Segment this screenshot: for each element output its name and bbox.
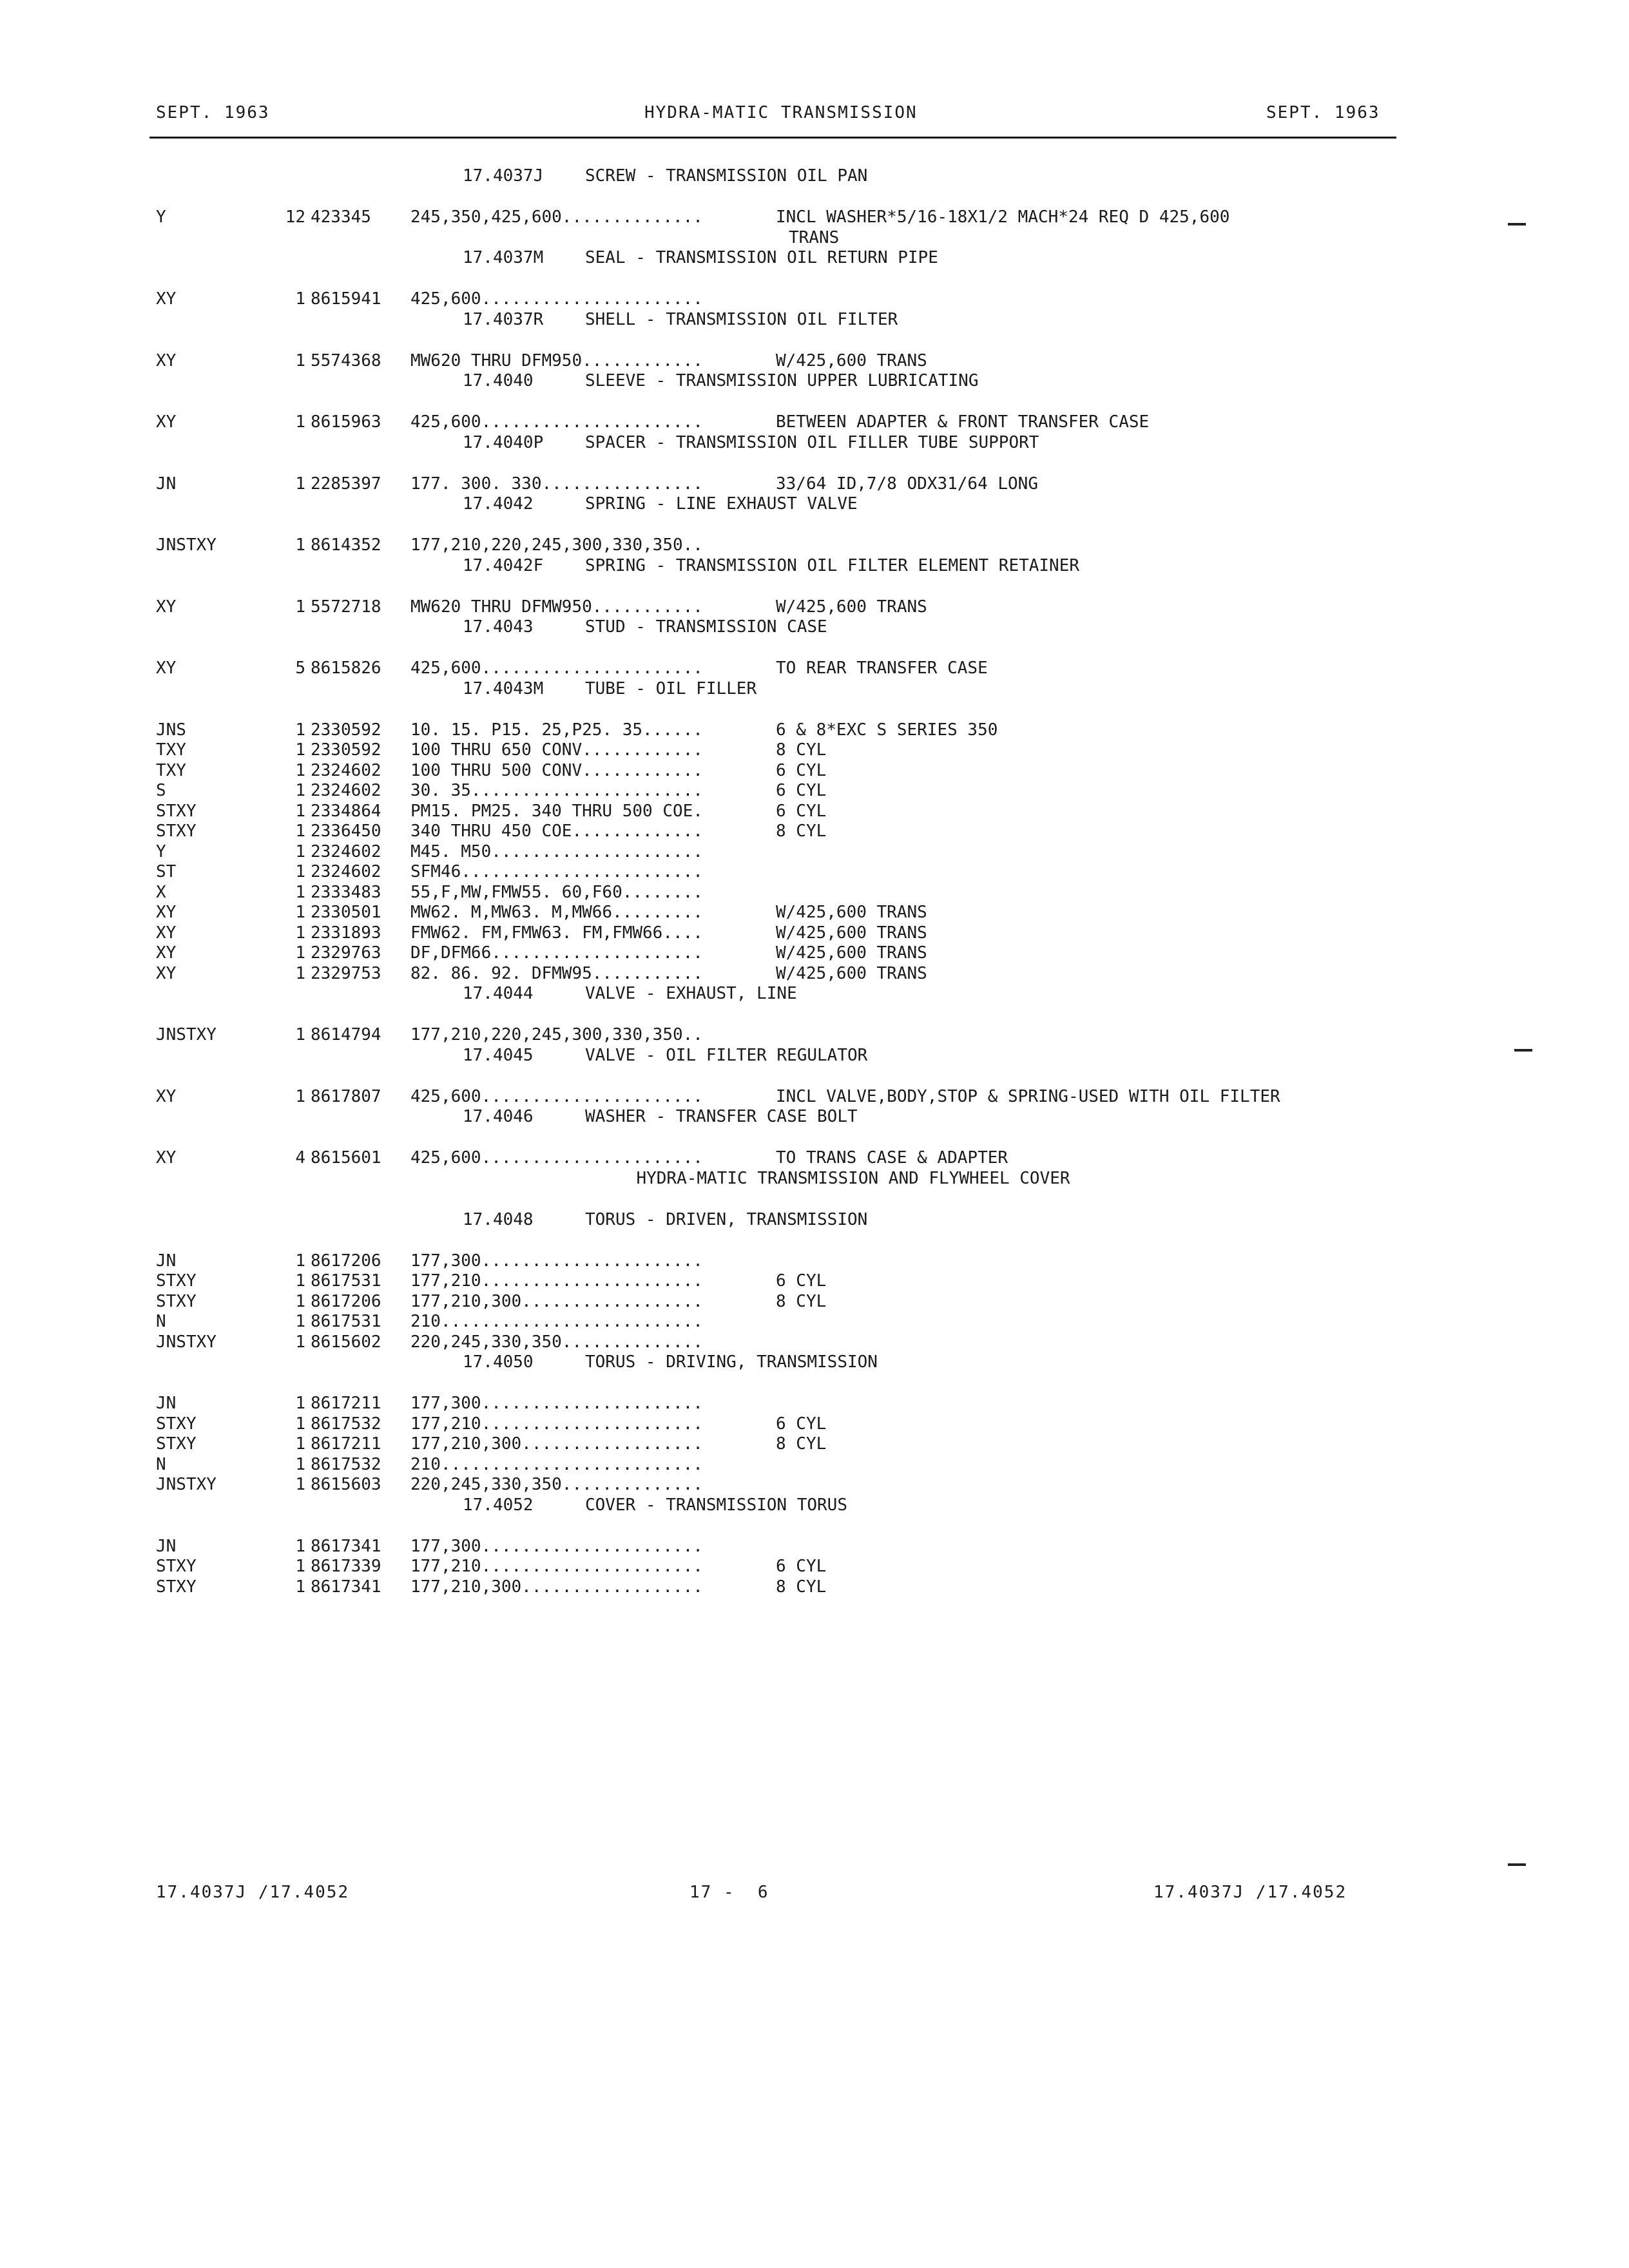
section-heading — [0, 310, 1629, 351]
part-number: 8614794 — [311, 1025, 381, 1044]
part-number: 8617206 — [311, 1291, 381, 1311]
remarks: 6 CYL — [776, 781, 827, 800]
model-codes: JN — [156, 1251, 177, 1271]
part-number: 2333483 — [311, 882, 381, 902]
part-number: 2331893 — [311, 923, 381, 943]
section-number: 17.4043 — [463, 617, 534, 637]
model-codes: TXY — [156, 740, 186, 760]
header-date-right: SEPT. 1963 — [1266, 103, 1380, 122]
model-codes: JN — [156, 1394, 177, 1413]
remarks: 6 CYL — [776, 1557, 827, 1576]
section-heading — [0, 248, 1629, 289]
remarks-continued: TRANS — [789, 227, 840, 247]
part-number: 8615963 — [311, 412, 381, 432]
application: 425,600...................... — [410, 289, 703, 309]
quantity: 1 — [295, 1454, 305, 1474]
remarks: 6 CYL — [776, 1414, 827, 1434]
quantity: 1 — [295, 1475, 305, 1494]
section-title-line — [0, 1169, 1629, 1189]
part-row — [0, 289, 1629, 310]
section-title-line — [463, 617, 827, 638]
section-heading — [0, 1495, 1629, 1537]
quantity: 1 — [295, 1291, 305, 1311]
section-heading — [0, 166, 1629, 207]
remarks: TO REAR TRANSFER CASE — [776, 658, 988, 678]
application: 177,300...................... — [410, 1394, 703, 1413]
application: 340 THRU 450 COE............. — [410, 822, 703, 841]
part-number: 8614352 — [311, 535, 381, 555]
header-title: HYDRA-MATIC TRANSMISSION — [644, 103, 918, 122]
remarks: INCL VALVE,BODY,STOP & SPRING-USED WITH OIL FILTER — [776, 1086, 1280, 1106]
section-heading — [0, 1169, 1629, 1210]
section-heading — [0, 1107, 1629, 1148]
quantity: 1 — [295, 1251, 305, 1271]
section-number: 17.4037R — [463, 309, 544, 329]
section-number: 17.4052 — [463, 1495, 534, 1515]
quantity: 1 — [295, 781, 305, 800]
margin-mark — [1508, 1863, 1526, 1866]
model-codes: STXY — [156, 1271, 197, 1291]
application: 425,600...................... — [410, 412, 703, 432]
application: 177. 300. 330................ — [410, 474, 703, 494]
part-row — [0, 1414, 1629, 1435]
application: 245,350,425,600.............. — [410, 207, 703, 227]
part-row — [0, 1557, 1629, 1577]
remarks: W/425,600 TRANS — [776, 963, 927, 983]
model-codes: STXY — [156, 1557, 197, 1576]
remarks: TO TRANS CASE & ADAPTER — [776, 1148, 1008, 1168]
section-number: 17.4042 — [463, 494, 534, 514]
model-codes: JNSTXY — [156, 1025, 217, 1044]
application: 177,210,220,245,300,330,350.. — [410, 535, 703, 555]
part-number: 2329753 — [311, 963, 381, 983]
model-codes: XY — [156, 597, 177, 617]
section-title: SEAL - TRANSMISSION OIL RETURN PIPE — [585, 248, 938, 267]
quantity: 1 — [295, 474, 305, 494]
section-number: 17.4042F — [463, 555, 544, 575]
quantity: 12 — [285, 207, 305, 227]
part-row — [0, 964, 1629, 985]
application: 425,600...................... — [410, 1148, 703, 1168]
part-row — [0, 1332, 1629, 1353]
application: 55,F,MW,FMW55. 60,F60........ — [410, 882, 703, 902]
quantity: 1 — [295, 720, 305, 740]
section-title: HYDRA-MATIC TRANSMISSION AND FLYWHEEL COVER — [636, 1168, 1070, 1188]
section-title-line — [463, 248, 938, 269]
remarks: 8 CYL — [776, 1291, 827, 1311]
remarks: 6 CYL — [776, 1271, 827, 1291]
part-number: 8617532 — [311, 1414, 381, 1434]
section-number: 17.4037M — [463, 248, 544, 267]
part-number: 2285397 — [311, 474, 381, 494]
part-number: 2324602 — [311, 760, 381, 780]
quantity: 1 — [295, 1577, 305, 1597]
quantity: 4 — [295, 1148, 305, 1168]
section-heading — [0, 556, 1629, 597]
section-title: TUBE - OIL FILLER — [585, 678, 757, 698]
part-row — [0, 1394, 1629, 1414]
model-codes: XY — [156, 289, 177, 309]
model-codes: STXY — [156, 801, 197, 821]
quantity: 1 — [295, 1025, 305, 1044]
application: 177,210,300.................. — [410, 1434, 703, 1454]
part-row — [0, 923, 1629, 944]
part-row — [0, 1312, 1629, 1332]
quantity: 1 — [295, 1394, 305, 1413]
remarks: W/425,600 TRANS — [776, 351, 927, 370]
section-title: TORUS - DRIVING, TRANSMISSION — [585, 1352, 878, 1372]
part-row — [0, 1148, 1629, 1169]
application: M45. M50..................... — [410, 841, 703, 861]
part-number: 2324602 — [311, 841, 381, 861]
quantity: 1 — [295, 1332, 305, 1352]
part-row — [0, 802, 1629, 822]
part-number: 8615601 — [311, 1148, 381, 1168]
part-number: 2324602 — [311, 781, 381, 800]
part-row — [0, 597, 1629, 618]
part-row — [0, 1087, 1629, 1108]
section-number: 17.4040P — [463, 432, 544, 452]
remarks: W/425,600 TRANS — [776, 903, 927, 922]
part-number: 2336450 — [311, 822, 381, 841]
model-codes: Y — [156, 207, 166, 227]
application: 210.......................... — [410, 1312, 703, 1331]
part-number: 2324602 — [311, 862, 381, 881]
application: MW62. M,MW63. M,MW66......... — [410, 903, 703, 922]
part-row — [0, 720, 1629, 741]
section-title-line — [463, 166, 867, 187]
model-codes: XY — [156, 658, 177, 678]
quantity: 1 — [295, 289, 305, 309]
part-number: 8617531 — [311, 1312, 381, 1331]
section-heading — [0, 617, 1629, 658]
model-codes: XY — [156, 943, 177, 963]
quantity: 1 — [295, 412, 305, 432]
application: 220,245,330,350.............. — [410, 1475, 703, 1494]
quantity: 1 — [295, 963, 305, 983]
section-number: 17.4050 — [463, 1352, 534, 1372]
remarks: W/425,600 TRANS — [776, 923, 927, 943]
model-codes: STXY — [156, 1291, 197, 1311]
application: 425,600...................... — [410, 658, 703, 678]
quantity: 1 — [295, 801, 305, 821]
section-number: 17.4045 — [463, 1045, 534, 1065]
application: 210.......................... — [410, 1454, 703, 1474]
application: 100 THRU 500 CONV............ — [410, 760, 703, 780]
model-codes: STXY — [156, 822, 197, 841]
part-number: 8615941 — [311, 289, 381, 309]
part-number: 8615826 — [311, 658, 381, 678]
quantity: 1 — [295, 597, 305, 617]
remarks: 8 CYL — [776, 822, 827, 841]
quantity: 1 — [295, 351, 305, 370]
section-title: SPACER - TRANSMISSION OIL FILLER TUBE SUPPORT — [585, 432, 1039, 452]
part-row — [0, 1455, 1629, 1475]
quantity: 1 — [295, 1536, 305, 1556]
part-number: 423345 — [311, 207, 371, 227]
part-number: 2329763 — [311, 943, 381, 963]
application: 177,210...................... — [410, 1557, 703, 1576]
section-title: WASHER - TRANSFER CASE BOLT — [585, 1107, 858, 1126]
part-number: 8617531 — [311, 1271, 381, 1291]
application: 10. 15. P15. 25,P25. 35...... — [410, 720, 703, 740]
margin-mark — [1514, 1049, 1532, 1052]
part-number: 8617341 — [311, 1536, 381, 1556]
model-codes: JN — [156, 474, 177, 494]
part-row — [0, 207, 1629, 248]
application: 100 THRU 650 CONV............ — [410, 740, 703, 760]
model-codes: XY — [156, 963, 177, 983]
section-title: SHELL - TRANSMISSION OIL FILTER — [585, 309, 898, 329]
section-heading — [0, 1352, 1629, 1394]
section-title-line — [463, 1352, 878, 1373]
model-codes: JN — [156, 1536, 177, 1556]
remarks: 8 CYL — [776, 1577, 827, 1597]
application: PM15. PM25. 340 THRU 500 COE. — [410, 801, 703, 821]
remarks: 6 CYL — [776, 760, 827, 780]
application: MW620 THRU DFM950............ — [410, 351, 703, 370]
part-number: 8615602 — [311, 1332, 381, 1352]
section-title: STUD - TRANSMISSION CASE — [585, 617, 827, 637]
quantity: 1 — [295, 1434, 305, 1454]
application: 30. 35....................... — [410, 781, 703, 800]
section-heading — [0, 371, 1629, 412]
part-number: 8617532 — [311, 1454, 381, 1474]
model-codes: JNS — [156, 720, 186, 740]
part-row — [0, 1025, 1629, 1046]
application: 220,245,330,350.............. — [410, 1332, 703, 1352]
section-title: SCREW - TRANSMISSION OIL PAN — [585, 166, 868, 186]
section-title: SLEEVE - TRANSMISSION UPPER LUBRICATING — [585, 371, 979, 390]
part-number: 8617341 — [311, 1577, 381, 1597]
quantity: 1 — [295, 1086, 305, 1106]
remarks: 33/64 ID,7/8 ODX31/64 LONG — [776, 474, 1038, 494]
application: 177,210...................... — [410, 1271, 703, 1291]
application: 177,210...................... — [410, 1414, 703, 1434]
model-codes: JNSTXY — [156, 1475, 217, 1494]
part-row — [0, 740, 1629, 761]
model-codes: ST — [156, 862, 177, 881]
model-codes: XY — [156, 903, 177, 922]
section-title: SPRING - LINE EXHAUST VALVE — [585, 494, 858, 514]
part-row — [0, 1271, 1629, 1292]
part-row — [0, 842, 1629, 863]
quantity: 1 — [295, 862, 305, 881]
part-row — [0, 781, 1629, 802]
model-codes: N — [156, 1454, 166, 1474]
footer-range-left: 17.4037J /17.4052 — [156, 1883, 350, 1902]
part-row — [0, 535, 1629, 556]
quantity: 1 — [295, 822, 305, 841]
section-title-line — [463, 1210, 867, 1231]
part-row — [0, 412, 1629, 433]
model-codes: JNSTXY — [156, 535, 217, 555]
application: 177,300...................... — [410, 1536, 703, 1556]
part-row — [0, 822, 1629, 842]
margin-mark — [1508, 223, 1526, 226]
quantity: 1 — [295, 882, 305, 902]
footer-range-right: 17.4037J /17.4052 — [1153, 1883, 1347, 1902]
part-row — [0, 1537, 1629, 1557]
quantity: 5 — [295, 658, 305, 678]
section-number: 17.4037J — [463, 166, 544, 186]
section-title-line — [463, 984, 797, 1004]
part-row — [0, 903, 1629, 923]
part-number: 5574368 — [311, 351, 381, 370]
model-codes: XY — [156, 1148, 177, 1168]
section-title-line — [463, 679, 757, 700]
footer-page-number: 17 - 6 — [689, 1883, 769, 1902]
remarks: 6 CYL — [776, 801, 827, 821]
section-title-line — [463, 1046, 867, 1066]
remarks: BETWEEN ADAPTER & FRONT TRANSFER CASE — [776, 412, 1150, 432]
section-title-line — [463, 494, 858, 515]
model-codes: STXY — [156, 1577, 197, 1597]
quantity: 1 — [295, 535, 305, 555]
quantity: 1 — [295, 841, 305, 861]
part-row — [0, 862, 1629, 883]
part-row — [0, 658, 1629, 679]
section-number: 17.4044 — [463, 984, 534, 1003]
model-codes: XY — [156, 923, 177, 943]
part-row — [0, 1292, 1629, 1312]
part-number: 5572718 — [311, 597, 381, 617]
section-title-line — [463, 1107, 858, 1128]
quantity: 1 — [295, 760, 305, 780]
application: 177,210,300.................. — [410, 1291, 703, 1311]
section-title-line — [463, 310, 898, 331]
remarks: W/425,600 TRANS — [776, 943, 927, 963]
section-title-line — [463, 433, 1039, 454]
application: 177,210,220,245,300,330,350.. — [410, 1025, 703, 1044]
section-heading — [0, 1210, 1629, 1251]
section-heading — [0, 1046, 1629, 1087]
part-row — [0, 1577, 1629, 1598]
model-codes: XY — [156, 1086, 177, 1106]
application: MW620 THRU DFMW950........... — [410, 597, 703, 617]
part-number: 8615603 — [311, 1475, 381, 1494]
part-row — [0, 761, 1629, 782]
header-rule — [149, 137, 1396, 139]
section-number: 17.4040 — [463, 371, 534, 390]
quantity: 1 — [295, 1414, 305, 1434]
section-title: SPRING - TRANSMISSION OIL FILTER ELEMENT RETAINER — [585, 555, 1080, 575]
application: 82. 86. 92. DFMW95........... — [410, 963, 703, 983]
section-title: VALVE - OIL FILTER REGULATOR — [585, 1045, 868, 1065]
model-codes: TXY — [156, 760, 186, 780]
quantity: 1 — [295, 903, 305, 922]
part-row — [0, 474, 1629, 495]
section-title: TORUS - DRIVEN, TRANSMISSION — [585, 1209, 868, 1229]
part-number: 2334864 — [311, 801, 381, 821]
application: 425,600...................... — [410, 1086, 703, 1106]
section-number: 17.4048 — [463, 1209, 534, 1229]
section-title: VALVE - EXHAUST, LINE — [585, 984, 797, 1003]
model-codes: STXY — [156, 1414, 197, 1434]
model-codes: S — [156, 781, 166, 800]
model-codes: STXY — [156, 1434, 197, 1454]
application: 177,210,300.................. — [410, 1577, 703, 1597]
remarks: 8 CYL — [776, 740, 827, 760]
part-row — [0, 1434, 1629, 1455]
quantity: 1 — [295, 943, 305, 963]
part-number: 8617206 — [311, 1251, 381, 1271]
model-codes: JNSTXY — [156, 1332, 217, 1352]
section-heading — [0, 984, 1629, 1025]
remarks: W/425,600 TRANS — [776, 597, 927, 617]
part-number: 2330592 — [311, 720, 381, 740]
section-heading — [0, 679, 1629, 720]
section-heading — [0, 433, 1629, 474]
parts-listing — [0, 166, 1629, 1597]
section-heading — [0, 494, 1629, 535]
remarks: 6 & 8*EXC S SERIES 350 — [776, 720, 998, 740]
part-row — [0, 351, 1629, 372]
header-date-left: SEPT. 1963 — [156, 103, 270, 122]
part-row — [0, 1475, 1629, 1495]
part-number: 8617807 — [311, 1086, 381, 1106]
part-number: 8617211 — [311, 1434, 381, 1454]
part-row — [0, 1251, 1629, 1272]
quantity: 1 — [295, 1557, 305, 1576]
model-codes: XY — [156, 351, 177, 370]
remarks: 8 CYL — [776, 1434, 827, 1454]
quantity: 1 — [295, 923, 305, 943]
section-title: COVER - TRANSMISSION TORUS — [585, 1495, 847, 1515]
application: DF,DFM66..................... — [410, 943, 703, 963]
part-number: 2330501 — [311, 903, 381, 922]
model-codes: XY — [156, 412, 177, 432]
part-row — [0, 943, 1629, 964]
model-codes: Y — [156, 841, 166, 861]
application: FMW62. FM,FMW63. FM,FMW66.... — [410, 923, 703, 943]
section-title-line — [463, 556, 1079, 577]
section-number: 17.4043M — [463, 678, 544, 698]
application: 177,300...................... — [410, 1251, 703, 1271]
part-row — [0, 883, 1629, 903]
remarks: INCL WASHER*5/16-18X1/2 MACH*24 REQ D 425,600 — [776, 207, 1230, 227]
part-number: 8617339 — [311, 1557, 381, 1576]
section-title-line — [463, 371, 978, 392]
quantity: 1 — [295, 740, 305, 760]
section-title-line — [463, 1495, 847, 1516]
part-number: 8617211 — [311, 1394, 381, 1413]
quantity: 1 — [295, 1271, 305, 1291]
model-codes: N — [156, 1312, 166, 1331]
quantity: 1 — [295, 1312, 305, 1331]
application: SFM46........................ — [410, 862, 703, 881]
part-number: 2330592 — [311, 740, 381, 760]
section-number: 17.4046 — [463, 1107, 534, 1126]
model-codes: X — [156, 882, 166, 902]
